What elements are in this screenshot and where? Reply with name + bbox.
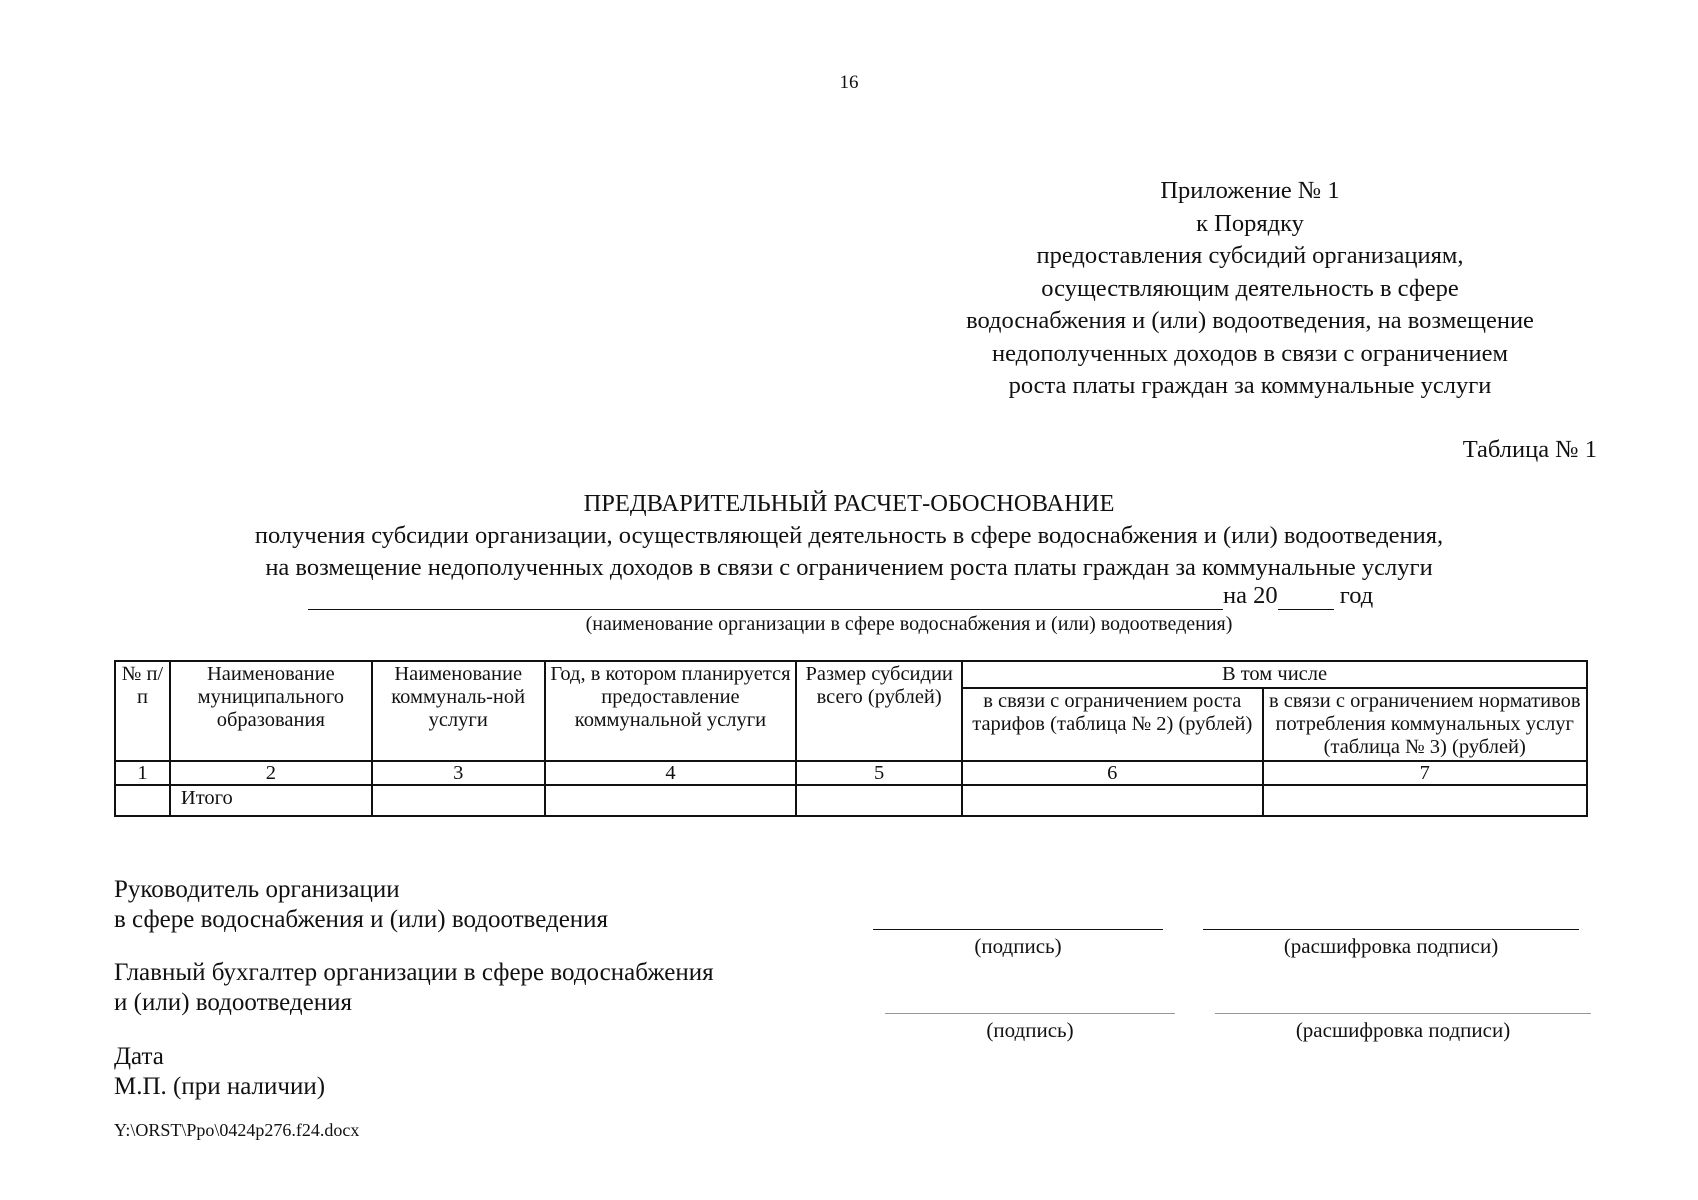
footer-file-path: Y:\ORST\Ppo\0424p276.f24.docx (114, 1120, 360, 1140)
title-line: на возмещение недополученных доходов в связи с ограничением роста платы граждан за коммунальные услуги (265, 554, 1433, 581)
accountant-signature-line[interactable] (885, 1013, 1175, 1014)
date-label: Дата (114, 1043, 164, 1070)
column-number: 5 (796, 761, 962, 785)
table-number-row (115, 761, 1587, 785)
accountant-name-decode-line[interactable] (1215, 1013, 1591, 1014)
appendix-block (880, 175, 1620, 403)
document-title (0, 488, 1698, 584)
organization-name-blank[interactable] (308, 587, 1223, 610)
table-cell (1263, 785, 1587, 816)
accountant-label-line: Главный бухгалтер организации в сфере водоснабжения (114, 959, 714, 986)
year-suffix: год (1339, 582, 1374, 609)
head-signature-line[interactable] (873, 929, 1163, 930)
organization-name-line (308, 582, 1373, 610)
appendix-line: недополученных доходов в связи с ограничением (992, 339, 1508, 367)
column-number: 7 (1263, 761, 1587, 785)
accountant-label-line: и (или) водоотведения (114, 989, 352, 1016)
column-number: 6 (962, 761, 1262, 785)
header-norm-limit: в связи с ограничением нормативов потребления коммунальных услуг (таблица № 3) (рублей) (1263, 688, 1587, 761)
appendix-line: предоставления субсидий организациям, (1036, 242, 1464, 269)
title-line: получения субсидии организации, осуществляющей деятельность в сфере водоснабжения и (или) водоотведения, (254, 522, 1444, 549)
table-label: Таблица № 1 (1462, 436, 1597, 463)
page-number: 16 (839, 72, 859, 93)
table-total-row (115, 785, 1587, 816)
appendix-line: к Порядку (1196, 209, 1304, 237)
table-cell (115, 785, 170, 816)
year-blank[interactable] (1278, 587, 1334, 610)
head-signature-caption: (подпись) (974, 934, 1062, 958)
header-year: Год, в котором планируется предоставление коммунальной услуги (545, 661, 797, 761)
total-label: Итого (170, 785, 372, 816)
year-prefix: на 20 (1223, 582, 1278, 609)
head-name-decode-line[interactable] (1203, 929, 1579, 930)
date-stamp-block (114, 1042, 325, 1102)
header-service: Наименование коммуналь-ной услуги (372, 661, 545, 761)
header-subsidy-total: Размер субсидии всего (рублей) (796, 661, 962, 761)
calculation-table (114, 660, 1588, 817)
table-header-row (115, 661, 1587, 688)
appendix-line: роста платы граждан за коммунальные услуги (1008, 372, 1492, 399)
head-signature-label (114, 875, 608, 935)
column-number: 3 (372, 761, 545, 785)
appendix-line: водоснабжения и (или) водоотведения, на возмещение (966, 307, 1534, 334)
column-number: 2 (170, 761, 372, 785)
head-label-line: в сфере водоснабжения и (или) водоотведения (114, 906, 609, 933)
appendix-line: Приложение № 1 (1160, 177, 1340, 204)
table-cell (372, 785, 545, 816)
header-municipality: Наименование муниципального образования (170, 661, 372, 761)
header-number: № п/п (115, 661, 170, 761)
appendix-line: осуществляющим деятельность в сфере (1041, 274, 1459, 302)
column-number: 1 (115, 761, 170, 785)
accountant-signature-label (114, 958, 714, 1018)
head-label-line: Руководитель организации (114, 876, 400, 903)
accountant-signature-caption: (подпись) (986, 1018, 1074, 1042)
head-decode-caption: (расшифровка подписи) (1283, 934, 1499, 958)
title-heading: ПРЕДВАРИТЕЛЬНЫЙ РАСЧЕТ-ОБОСНОВАНИЕ (583, 490, 1115, 517)
table-cell (796, 785, 962, 816)
header-tariff-limit: в связи с ограничением роста тарифов (таблица № 2) (рублей) (962, 688, 1262, 761)
stamp-label: М.П. (при наличии) (114, 1073, 326, 1100)
table-cell (545, 785, 797, 816)
organization-caption: (наименование организации в сфере водоснабжения и (или) водоотведения) (585, 613, 1233, 635)
accountant-decode-caption: (расшифровка подписи) (1295, 1018, 1511, 1042)
table-cell (962, 785, 1262, 816)
header-including: В том числе (962, 661, 1587, 688)
column-number: 4 (545, 761, 797, 785)
